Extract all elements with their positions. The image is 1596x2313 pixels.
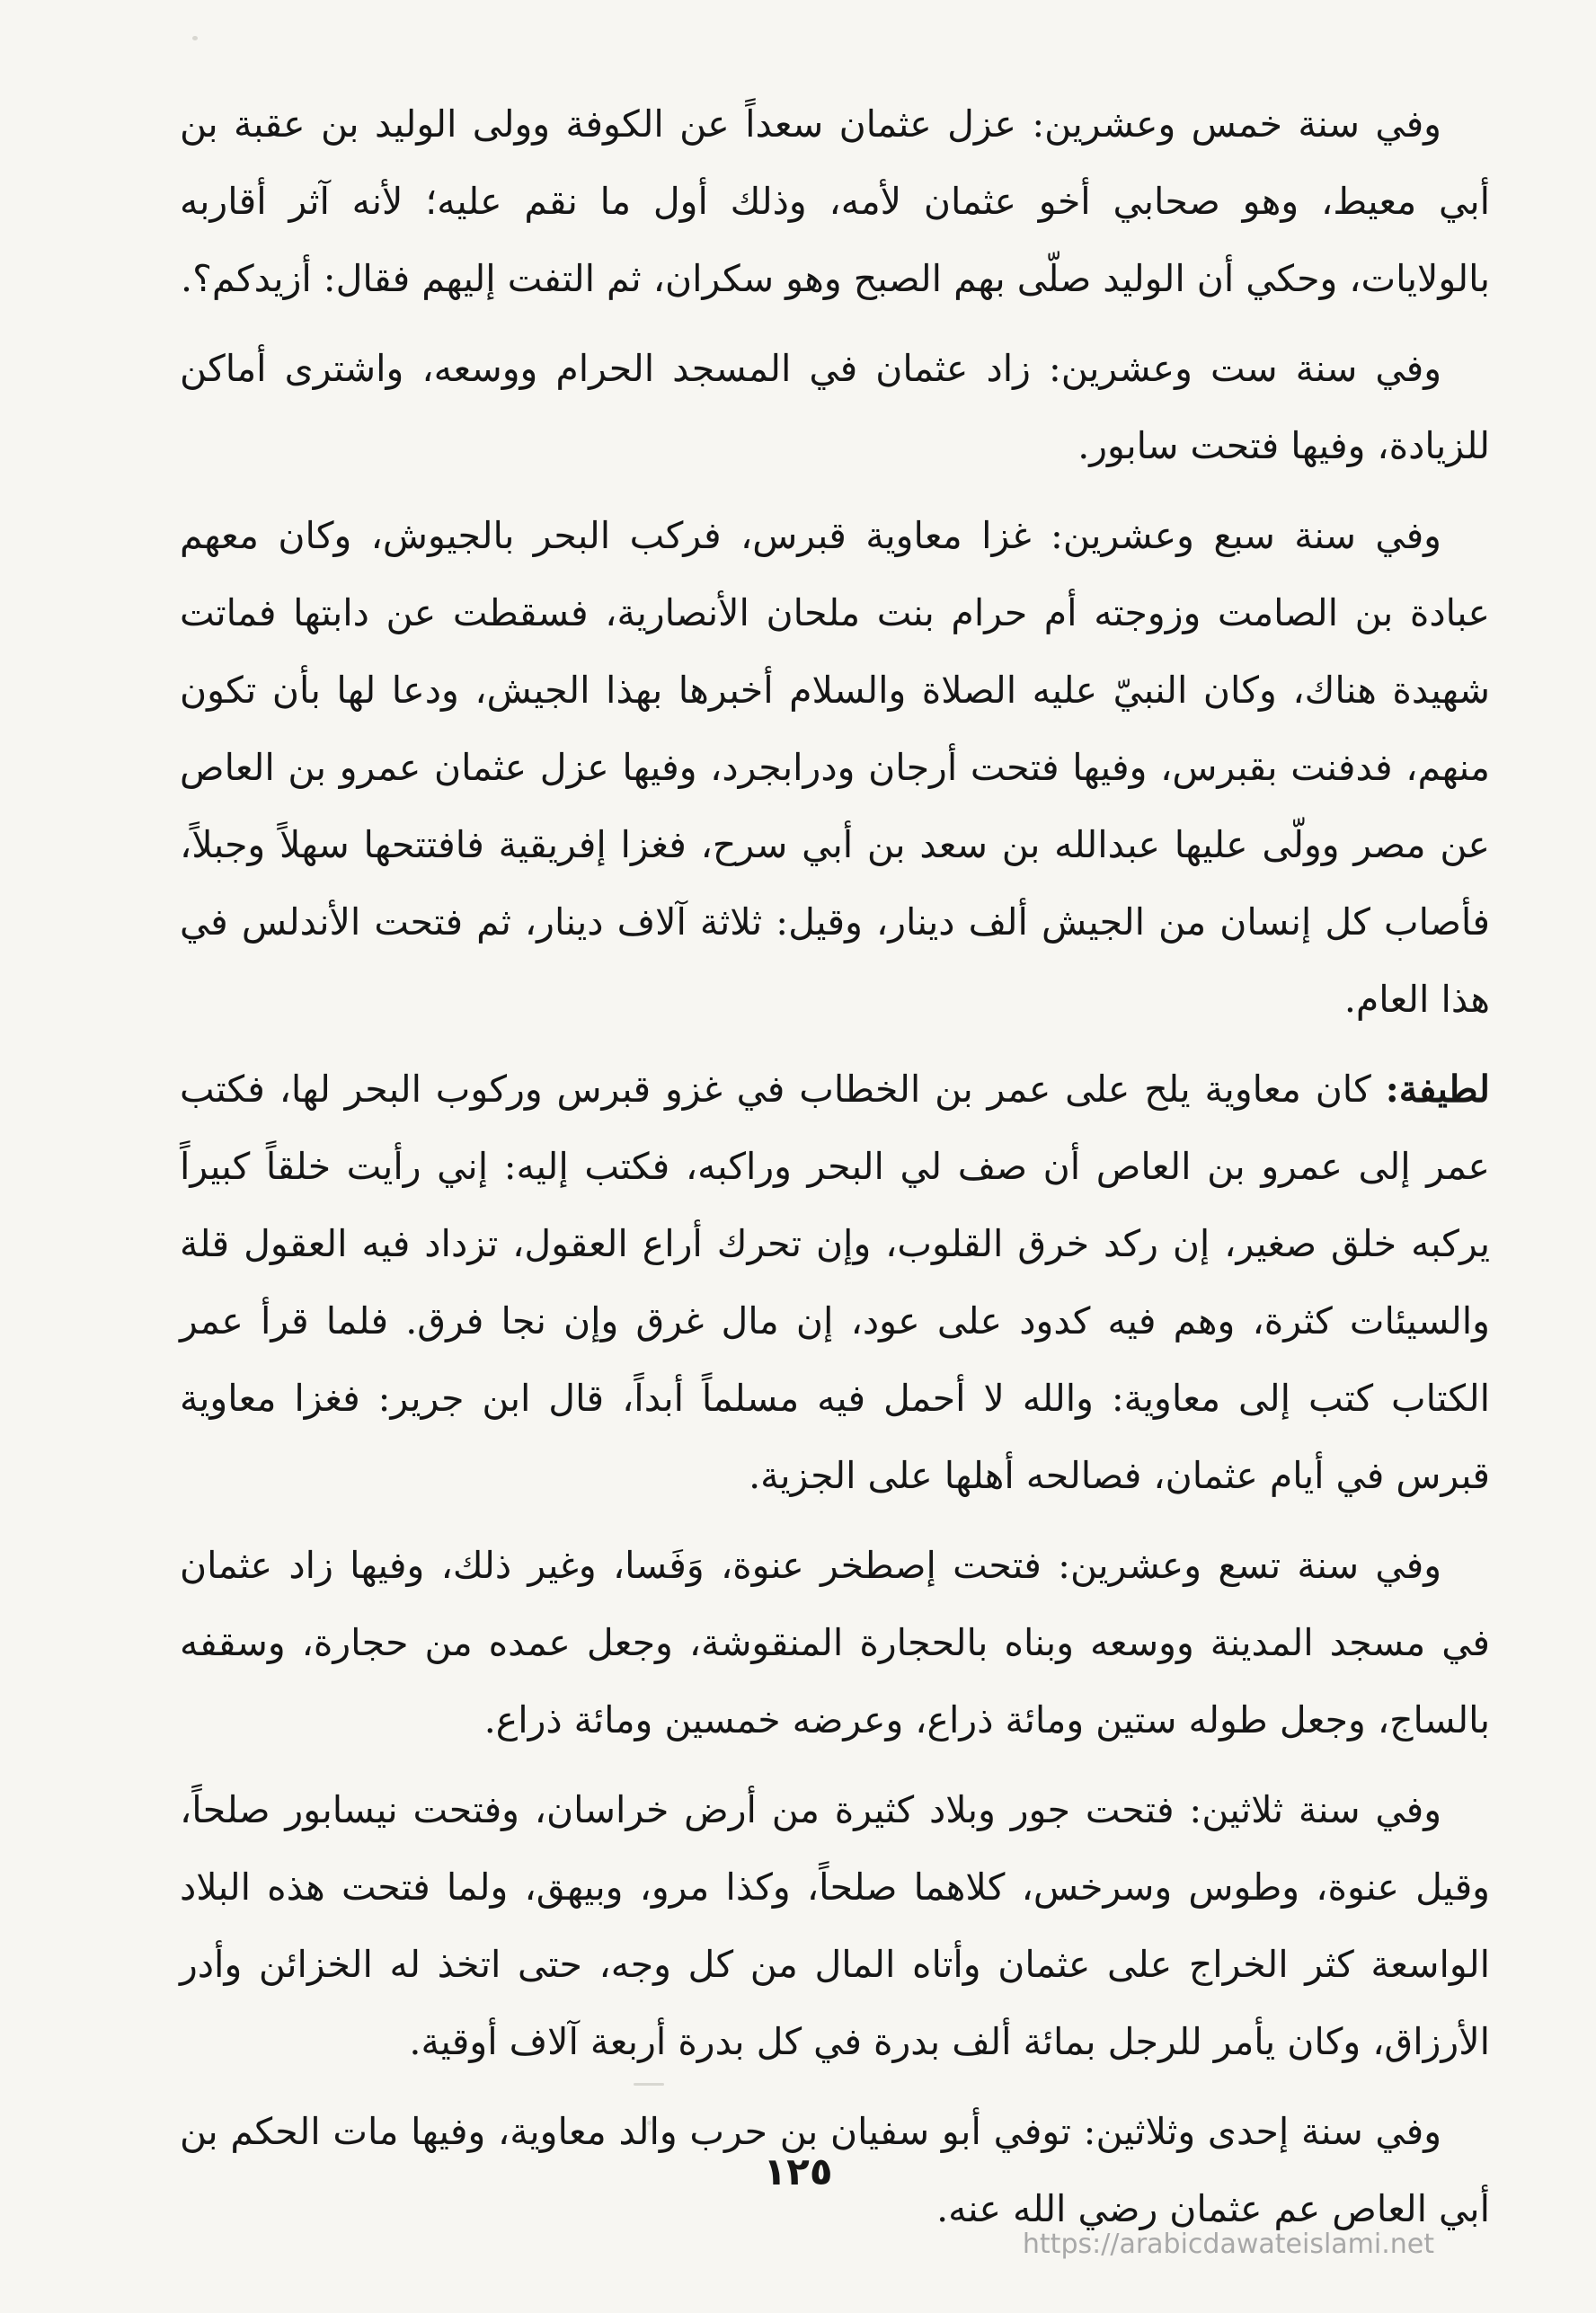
paragraph-latifa — [180, 1050, 1490, 1514]
paragraph-year-29: وفي سنة تسع وعشرين: فتحت إصطخر عنوة، وَفَسا، وغير ذلك، وفيها زاد عثمان في مسجد المدينة ووسعه وبناه بالحجارة المنقوشة، وجعل عمده من حجارة، وسقفه بالساج، وجعل طوله ستين ومائة ذراع، وعرضه خمسين ومائة ذراع. — [180, 1544, 1490, 1741]
body-text — [180, 85, 1490, 2260]
paragraph-year-30: وفي سنة ثلاثين: فتحت جور وبلاد كثيرة من أرض خراسان، وفتحت نيسابور صلحاً، وقيل عنوة، وطوس وسرخس، كلاهما صلحاً، وكذا مرو، وبيهق، ولما فتحت هذه البلاد الواسعة كثر الخراج على عثمان وأتاه المال من كل وجه، حتى اتخذ له الخزائن وأدر الأرزاق، وكان يأمر للرجل بمائة ألف بدرة في كل بدرة أربعة آلاف أوقية. — [180, 1788, 1490, 2063]
latifa-text: كان معاوية يلح على عمر بن الخطاب في غزو قبرس وركوب البحر لها، فكتب عمر إلى عمرو بن العاص أن صف لي البحر وراكبه، فكتب إليه: إني رأيت خلقاً كبيراً يركبه خلق صغير، إن ركد خرق القلوب، وإن تحرك أراع العقول، تزداد فيه العقول قلة والسيئات كثرة، وهم فيه كدود على عود، إن مال غرق وإن نجا فرق. فلما قرأ عمر الكتاب كتب إلى معاوية: والله لا أحمل فيه مسلماً أبداً، قال ابن جرير: فغزا معاوية قبرس في أيام عثمان، فصالحه أهلها على الجزية. — [180, 1068, 1490, 1497]
paragraph-year-31: وفي سنة إحدى وثلاثين: توفي أبو سفيان بن حرب والد معاوية، وفيها مات الحكم بن أبي العاص عم عثمان رضي الله عنه. — [180, 2110, 1490, 2230]
scan-speck — [192, 36, 198, 40]
latifa-label: لطيفة: — [1385, 1068, 1490, 1111]
paragraph-year-26: وفي سنة ست وعشرين: زاد عثمان في المسجد الحرام ووسعه، واشترى أماكن للزيادة، وفيها فتحت سابور. — [180, 347, 1490, 467]
paragraph-year-27: وفي سنة سبع وعشرين: غزا معاوية قبرس، فركب البحر بالجيوش، وكان معهم عبادة بن الصامت وزوجته أم حرام بنت ملحان الأنصارية، فسقطت عن دابتها فماتت شهيدة هناك، وكان النبيّ عليه الصلاة والسلام أخبرها بهذا الجيش، ودعا لها بأن تكون منهم، فدفنت بقبرس، وفيها فتحت أرجان ودرابجرد، وفيها عزل عثمان عمرو بن العاص عن مصر وولّى عليها عبدالله بن سعد بن أبي سرح، فغزا إفريقية فافتتحها سهلاً وجبلاً، فأصاب كل إنسان من الجيش ألف دينار، وقيل: ثلاثة آلاف دينار، ثم فتحت الأندلس في هذا العام. — [180, 514, 1490, 1021]
source-watermark: https://arabicdawateislami.net — [1022, 2229, 1434, 2260]
page-number: ١٢٥ — [763, 2149, 833, 2193]
paragraph-year-25: وفي سنة خمس وعشرين: عزل عثمان سعداً عن الكوفة وولى الوليد بن عقبة بن أبي معيط، وهو صحابي أخو عثمان لأمه، وذلك أول ما نقم عليه؛ لأنه آثر أقاربه بالولايات، وحكي أن الوليد صلّى بهم الصبح وهو سكران، ثم التفت إليهم فقال: أزيدكم؟. — [180, 102, 1490, 300]
